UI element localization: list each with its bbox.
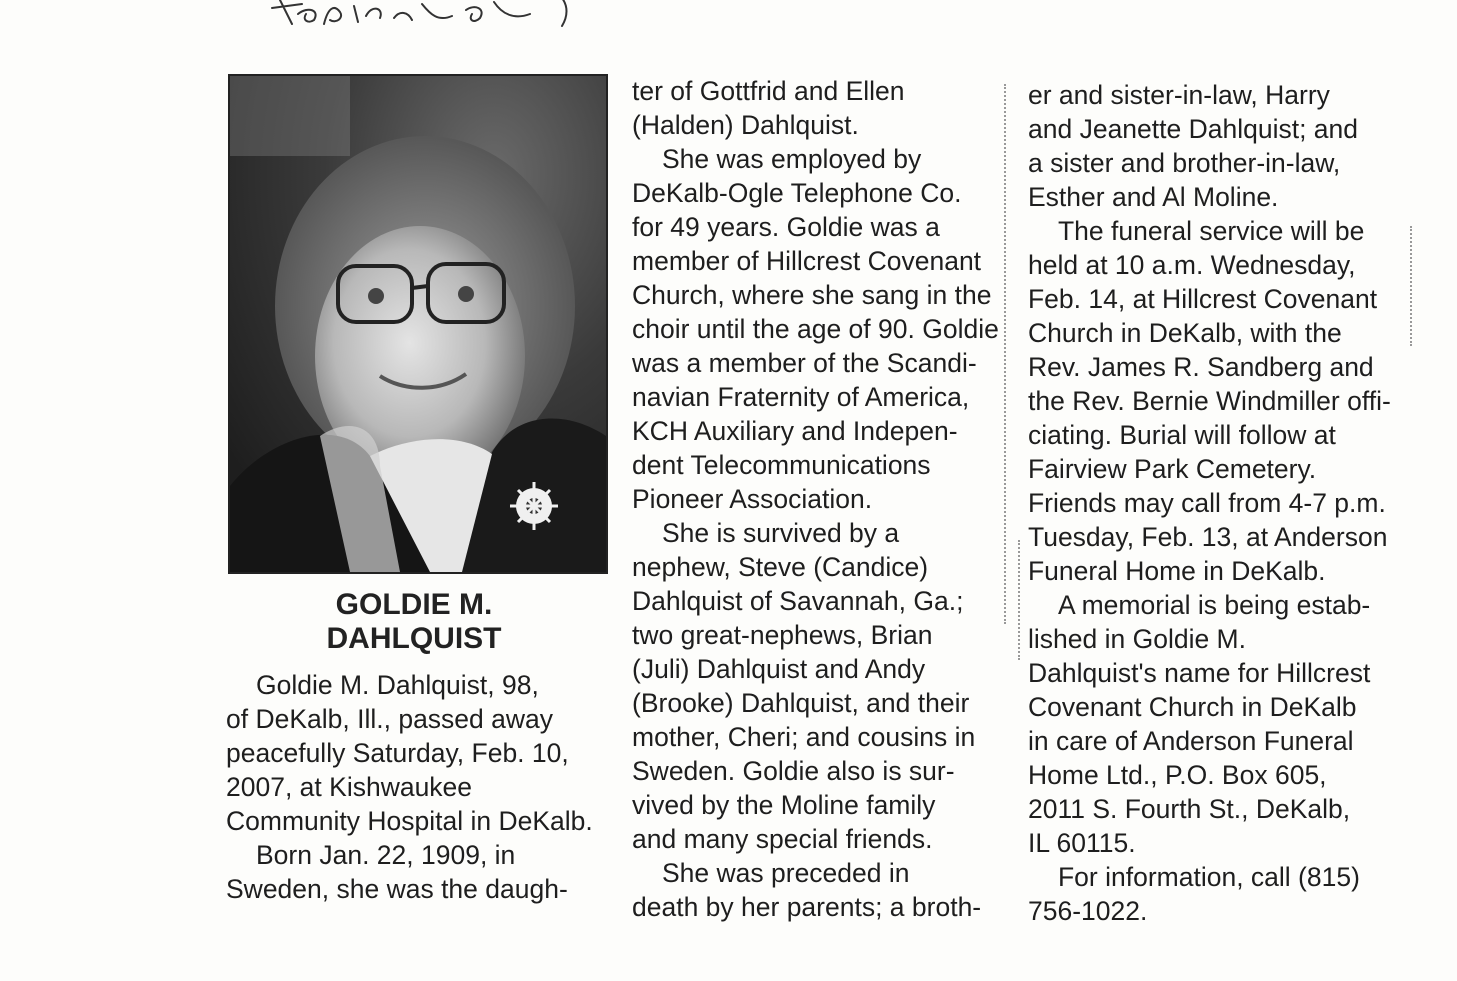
body-text-line: Sweden. Goldie also is sur- (632, 756, 955, 786)
body-text-line: death by her parents; a broth- (632, 892, 982, 922)
body-text-line: The funeral service will be (1058, 216, 1365, 246)
body-text-line: She was employed by (662, 144, 922, 174)
body-text-line: two great-nephews, Brian (632, 620, 933, 650)
body-text-line: 756-1022. (1028, 896, 1148, 926)
obituary-column-3 (1028, 78, 1418, 928)
body-text-line: Home Ltd., P.O. Box 605, (1028, 760, 1327, 790)
column-divider (1018, 540, 1020, 660)
obituary-column-2 (632, 74, 1012, 924)
body-text-line: in care of Anderson Funeral (1028, 726, 1354, 756)
obituary-column-1 (226, 668, 606, 906)
body-text-line: nephew, Steve (Candice) (632, 552, 929, 582)
body-text-line: Covenant Church in DeKalb (1028, 692, 1357, 722)
body-text-line: (Halden) Dahlquist. (632, 110, 859, 140)
body-text-line: Tuesday, Feb. 13, at Anderson (1028, 522, 1388, 552)
body-text-line: of DeKalb, Ill., passed away (226, 704, 554, 734)
body-text-line: Fairview Park Cemetery. (1028, 454, 1317, 484)
body-text-line: Dahlquist's name for Hillcrest (1028, 658, 1371, 688)
body-text-line: dent Telecommunications (632, 450, 931, 480)
body-text-line: Sweden, she was the daugh- (226, 874, 568, 904)
headline-line-1: GOLDIE M. (335, 588, 493, 621)
body-text-line: Friends may call from 4-7 p.m. (1028, 488, 1386, 518)
body-text-line: (Juli) Dahlquist and Andy (632, 654, 926, 684)
body-text-line: Dahlquist of Savannah, Ga.; (632, 586, 964, 616)
body-text-line: Church, where she sang in the (632, 280, 992, 310)
body-text-line: DeKalb-Ogle Telephone Co. (632, 178, 962, 208)
body-text-line: IL 60115. (1028, 828, 1136, 858)
body-text-line: for 49 years. Goldie was a (632, 212, 940, 242)
body-text-line: (Brooke) Dahlquist, and their (632, 688, 970, 718)
body-text-line: er and sister-in-law, Harry (1028, 80, 1330, 110)
body-text-line: Esther and Al Moline. (1028, 182, 1279, 212)
body-text-line: For information, call (815) (1058, 862, 1360, 892)
body-text-line: ciating. Burial will follow at (1028, 420, 1336, 450)
body-text-line: and many special friends. (632, 824, 933, 854)
body-text-line: peacefully Saturday, Feb. 10, (226, 738, 569, 768)
body-text-line: She was preceded in (662, 858, 910, 888)
body-text-line: She is survived by a (662, 518, 900, 548)
body-text-line: and Jeanette Dahlquist; and (1028, 114, 1359, 144)
body-text-line: member of Hillcrest Covenant (632, 246, 982, 276)
body-text-line: Community Hospital in DeKalb. (226, 806, 593, 836)
headline-line-2: DAHLQUIST (326, 622, 502, 655)
body-text-line: a sister and brother-in-law, (1028, 148, 1341, 178)
body-text-line: A memorial is being estab- (1058, 590, 1371, 620)
body-text-line: Rev. James R. Sandberg and (1028, 352, 1374, 382)
handwritten-date-note (262, 0, 592, 30)
body-text-line: Pioneer Association. (632, 484, 873, 514)
obituary-headline (224, 588, 604, 656)
body-text-line: 2011 S. Fourth St., DeKalb, (1028, 794, 1351, 824)
body-text-line: ter of Gottfrid and Ellen (632, 76, 905, 106)
body-text-line: Funeral Home in DeKalb. (1028, 556, 1326, 586)
body-text-line: lished in Goldie M. (1028, 624, 1246, 654)
body-text-line: was a member of the Scandi- (632, 348, 977, 378)
obituary-photo (228, 74, 608, 574)
body-text-line: choir until the age of 90. Goldie (632, 314, 999, 344)
body-text-line: held at 10 a.m. Wednesday, (1028, 250, 1356, 280)
body-text-line: Born Jan. 22, 1909, in (256, 840, 516, 870)
body-text-line: vived by the Moline family (632, 790, 936, 820)
body-text-line: mother, Cheri; and cousins in (632, 722, 976, 752)
body-text-line: 2007, at Kishwaukee (226, 772, 473, 802)
body-text-line: Feb. 14, at Hillcrest Covenant (1028, 284, 1378, 314)
body-text-line: Goldie M. Dahlquist, 98, (256, 670, 539, 700)
body-text-line: Church in DeKalb, with the (1028, 318, 1342, 348)
body-text-line: KCH Auxiliary and Indepen- (632, 416, 958, 446)
body-text-line: the Rev. Bernie Windmiller offi- (1028, 386, 1391, 416)
body-text-line: navian Fraternity of America, (632, 382, 970, 412)
